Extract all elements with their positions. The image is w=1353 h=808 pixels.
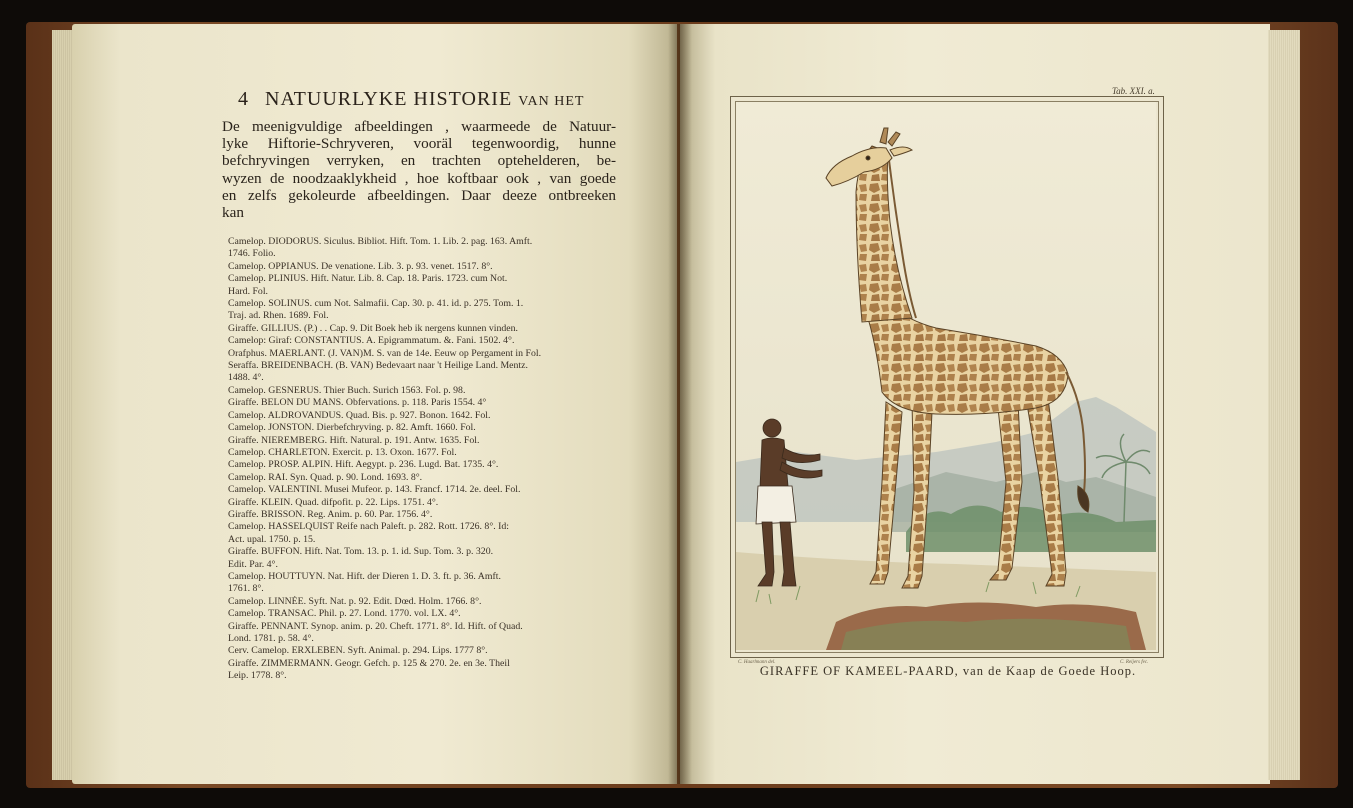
footnote-line: Camelop. DIODORUS. Siculus. Bibliot. Hift. Tom. 1. Lib. 2. pag. 163. Amft.	[228, 236, 533, 247]
body-line: befchryvingen verryken, en trachten optehelderen, be-	[222, 152, 616, 170]
footnotes	[228, 236, 620, 683]
plate-caption: GIRAFFE OF KAMEEL-PAARD, van de Kaap de Goede Hoop.	[759, 664, 1137, 678]
footnote-line: Camelop. RAI. Syn. Quad. p. 90. Lond. 1693. 8°.	[228, 471, 423, 483]
running-head-small: VAN HET	[518, 94, 585, 109]
plate-number: Tab. XXI. a.	[1112, 86, 1155, 96]
credit-left: C. Haarlmann del.	[738, 660, 776, 665]
footnote-line: Giraffe. KLEIN. Quad. difpofit. p. 22. Lips. 1751. 4°.	[228, 496, 439, 508]
body-paragraph	[222, 118, 616, 221]
giraffe-illustration	[736, 102, 1156, 650]
right-page-edges	[1268, 30, 1300, 780]
body-line: en zelfs gekoleurde afbeeldingen. Daar deeze ontbreeken	[222, 186, 616, 204]
footnote-line: Camelop. HOUTTUYN. Nat. Hift. der Dieren 1. D. 3. ft. p. 36. Amft.	[228, 570, 501, 582]
footnote-line: Giraffe. PENNANT. Synop. anim. p. 20. Cheft. 1771. 8°. Id. Hift. of Quad.	[228, 620, 523, 632]
footnote-line: Giraffe. BRISSON. Reg. Anim. p. 60. Par. 1756. 4°.	[228, 508, 433, 520]
footnote-line: Giraffe. BELON DU MANS. Obfervations. p. 118. Paris 1554. 4°	[228, 397, 487, 409]
footnote-line: Act. upal. 1750. p. 15.	[228, 533, 316, 545]
footnote-line: Camelop. TRANSAC. Phil. p. 27. Lond. 1770. vol. LX. 4°.	[228, 608, 461, 620]
footnote-line: Giraffe. NIEREMBERG. Hift. Natural. p. 191. Antw. 1635. Fol.	[228, 434, 480, 446]
footnote-line: Camelop. SOLINUS. cum Not. Salmafii. Cap. 30. p. 41. id. p. 275. Tom. 1.	[228, 298, 524, 310]
footnote-line: 1746. Folio.	[228, 248, 276, 260]
footnote-line: Hard. Fol.	[228, 285, 269, 297]
body-line: wyzen de noodzaaklykheid , hoe koftbaar ook , van goede	[222, 169, 616, 187]
footnote-line: Camelop. HASSELQUIST Reife nach Paleft. p. 282. Rott. 1726. 8°. Id:	[228, 521, 510, 533]
footnote-line: Camelop. ALDROVANDUS. Quad. Bis. p. 927. Bonon. 1642. Fol.	[228, 409, 491, 421]
body-line: lyke Hiftorie-Schryveren, vooräl tegenwoordig, hunne	[222, 135, 616, 153]
footnote-line: Camelop. GESNERUS. Thier Buch. Surich 1563. Fol. p. 98.	[228, 384, 466, 396]
footnote-line: Camelop. JONSTON. Dierbefchryving. p. 82. Amft. 1660. Fol.	[228, 422, 476, 434]
footnote-line: Giraffe. BUFFON. Hift. Nat. Tom. 13. p. 1. id. Sup. Tom. 3. p. 320.	[228, 546, 494, 558]
footnote-line: Edit. Par. 4°.	[228, 558, 278, 570]
footnote-line: Seraffa. BREIDENBACH. (B. VAN) Bedevaart naar 't Heilige Land. Mentz.	[228, 360, 528, 372]
footnote-line: Camelop. LINNÉE. Syft. Nat. p. 92. Edit. Dœd. Holm. 1766. 8°.	[228, 595, 482, 607]
book-gutter	[668, 24, 692, 784]
left-page-edges	[52, 30, 74, 780]
footnote-line: 1488. 4°.	[228, 372, 264, 384]
footnote-line: Cerv. Camelop. ERXLEBEN. Syft. Animal. p. 294. Lips. 1777 8°.	[228, 645, 488, 657]
footnote-line: Traj. ad. Rhen. 1689. Fol.	[228, 310, 329, 322]
page-number: 4	[238, 88, 249, 110]
footnote-line: Camelop. PROSP. ALPIN. Hift. Aegypt. p. 236. Lugd. Bat. 1735. 4°.	[228, 459, 499, 471]
footnote-line: 1761. 8°.	[228, 583, 264, 595]
catchword: kan	[222, 204, 244, 222]
footnote-line: Camelop: Giraf: CONSTANTIUS. A. Epigrammatum. &. Fani. 1502. 4°.	[228, 335, 515, 347]
running-head-title: NATUURLYKE HISTORIE	[265, 88, 513, 110]
footnote-line: Lond. 1781. p. 58. 4°.	[228, 633, 314, 644]
footnote-line: Leip. 1778. 8°.	[228, 670, 287, 682]
footnote-line: Camelop. CHARLETON. Exercit. p. 13. Oxon. 1677. Fol.	[228, 446, 457, 458]
footnote-line: Giraffe. ZIMMERMANN. Geogr. Gefch. p. 125 & 270. 2e. en 3e. Theil	[228, 657, 510, 669]
credit-right: C. Reijers fec.	[1120, 660, 1149, 665]
footnote-line: Camelop. VALENTINI. Musei Mufeor. p. 143. Francf. 1714. 2e. deel. Fol.	[228, 484, 521, 496]
footnote-line: Camelop. OPPIANUS. De venatione. Lib. 3. p. 93. venet. 1517. 8°.	[228, 260, 493, 272]
running-head	[238, 88, 604, 114]
footnote-line: Giraffe. GILLIUS. (P.) . . Cap. 9. Dit Boek heb ik nergens kunnen vinden.	[228, 322, 518, 334]
body-line: De meenigvuldige afbeeldingen , waarmeede de Natuur-	[222, 118, 616, 135]
footnote-line: Orafphus. MAERLANT. (J. VAN)M. S. van de 14e. Eeuw op Pergament in Fol.	[228, 347, 542, 359]
footnote-line: Camelop. PLINIUS. Hift. Natur. Lib. 8. Cap. 18. Paris. 1723. cum Not.	[228, 273, 508, 285]
